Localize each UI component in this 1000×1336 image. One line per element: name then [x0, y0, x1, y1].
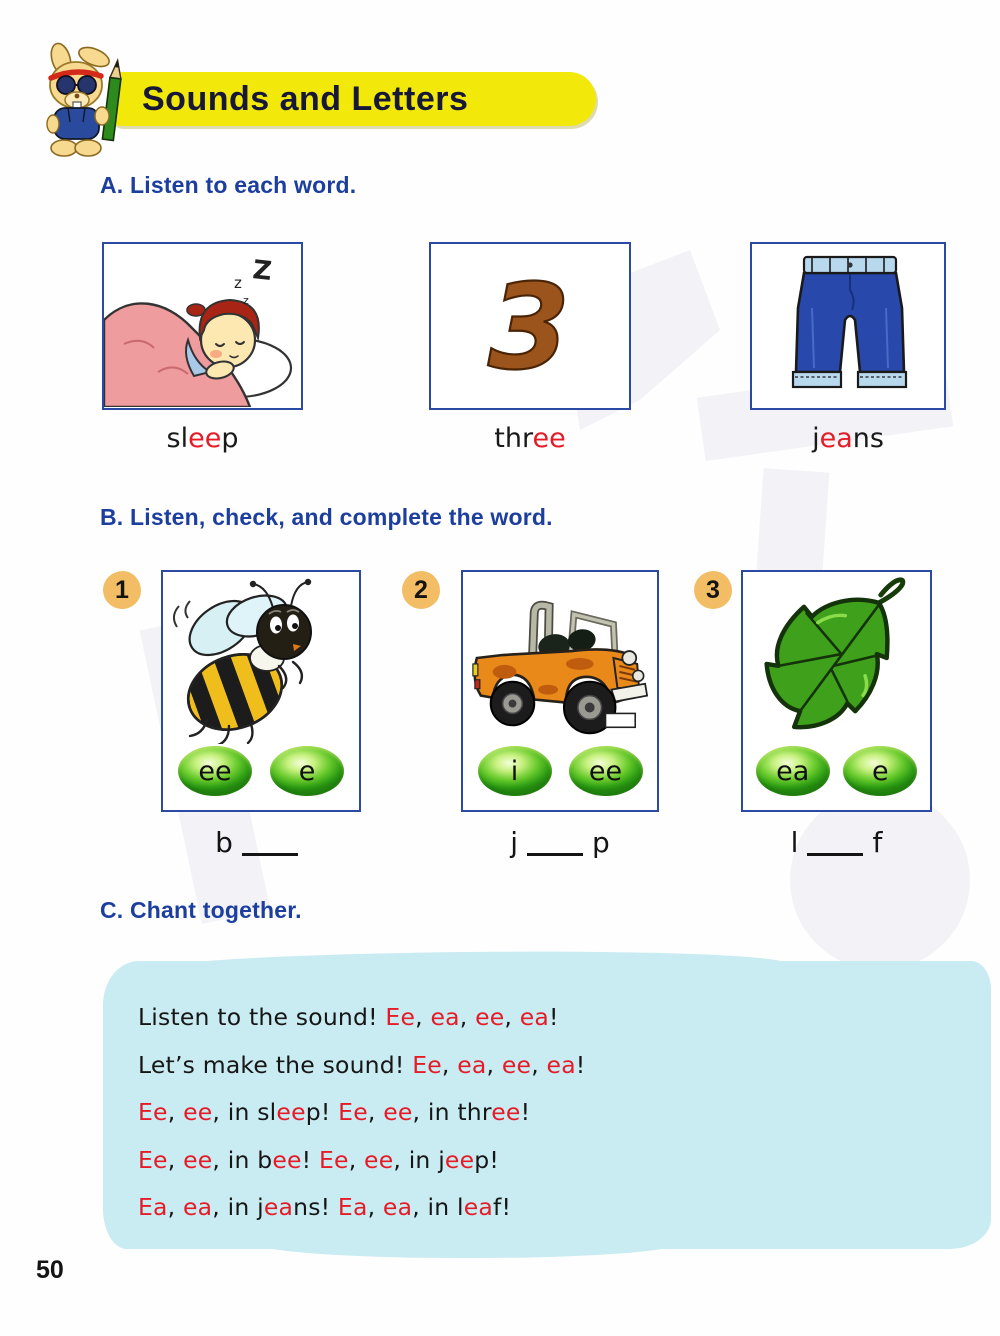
card-three — [429, 242, 631, 410]
blank-suffix: p — [592, 826, 610, 859]
exercise-card-bee — [161, 570, 361, 812]
fill-in-line[interactable] — [527, 853, 583, 856]
option-i[interactable]: i — [478, 746, 552, 796]
chant-line-3: Ee, ee, in sleep! Ee, ee, in three! — [138, 1098, 531, 1127]
jeep-illustration — [463, 572, 657, 744]
word-label-jeans: jeans — [812, 423, 884, 454]
card-sleep — [102, 242, 303, 410]
option-e[interactable]: e — [843, 746, 917, 796]
jeans-illustration — [752, 244, 943, 407]
page-title: Sounds and Letters — [142, 80, 469, 118]
option-row — [743, 746, 930, 796]
answer-blank-leaf[interactable] — [741, 826, 932, 859]
exercise-card-jeep — [461, 570, 659, 812]
item-number-badge-3: 3 — [694, 571, 732, 609]
section-c-heading: C. Chant together. — [100, 897, 302, 923]
svg-text:z: z — [234, 274, 242, 292]
section-b-heading: B. Listen, check, and complete the word. — [100, 504, 553, 530]
blank-suffix: f — [872, 826, 883, 859]
bee-illustration — [163, 572, 359, 744]
page-number: 50 — [36, 1256, 64, 1284]
option-ea[interactable]: ea — [756, 746, 830, 796]
chant-panel — [103, 961, 991, 1249]
blank-prefix: b — [215, 826, 233, 859]
chant-line-2: Let’s make the sound! Ee, ea, ee, ea! — [138, 1050, 586, 1079]
item-number-badge-1: 1 — [103, 571, 141, 609]
leaf-illustration — [743, 572, 930, 744]
chant-line-1: Listen to the sound! Ee, ea, ee, ea! — [138, 1003, 559, 1031]
chant-text — [103, 961, 991, 1232]
numeral-three-illustration — [431, 244, 628, 407]
word-label-sleep: sleep — [166, 423, 239, 454]
blank-prefix: j — [510, 826, 518, 859]
fill-in-line[interactable] — [242, 853, 298, 856]
svg-text:Z: Z — [251, 255, 274, 287]
answer-blank-jeep[interactable] — [461, 826, 659, 859]
option-ee[interactable]: ee — [569, 746, 643, 796]
option-ee[interactable]: ee — [178, 746, 252, 796]
title-banner — [108, 72, 596, 126]
blank-prefix: l — [790, 826, 799, 859]
sleeping-child-illustration — [104, 244, 300, 407]
option-row — [463, 746, 657, 796]
svg-text:z: z — [243, 294, 249, 307]
chant-line-5: Ea, ea, in jeans! Ea, ea, in leaf! — [138, 1193, 512, 1222]
answer-blank-bee[interactable] — [161, 826, 361, 859]
word-label-three: three — [494, 423, 566, 454]
section-a-heading: A. Listen to each word. — [100, 172, 357, 198]
fill-in-line[interactable] — [807, 853, 863, 856]
bunny-mascot-icon — [30, 42, 148, 166]
card-jeans — [750, 242, 946, 410]
svg-text:3: 3 — [487, 258, 571, 396]
exercise-card-leaf — [741, 570, 932, 812]
chant-line-4: Ee, ee, in bee! Ee, ee, in jeep! — [138, 1145, 499, 1174]
option-e[interactable]: e — [270, 746, 344, 796]
item-number-badge-2: 2 — [402, 571, 440, 609]
option-row — [163, 746, 359, 796]
